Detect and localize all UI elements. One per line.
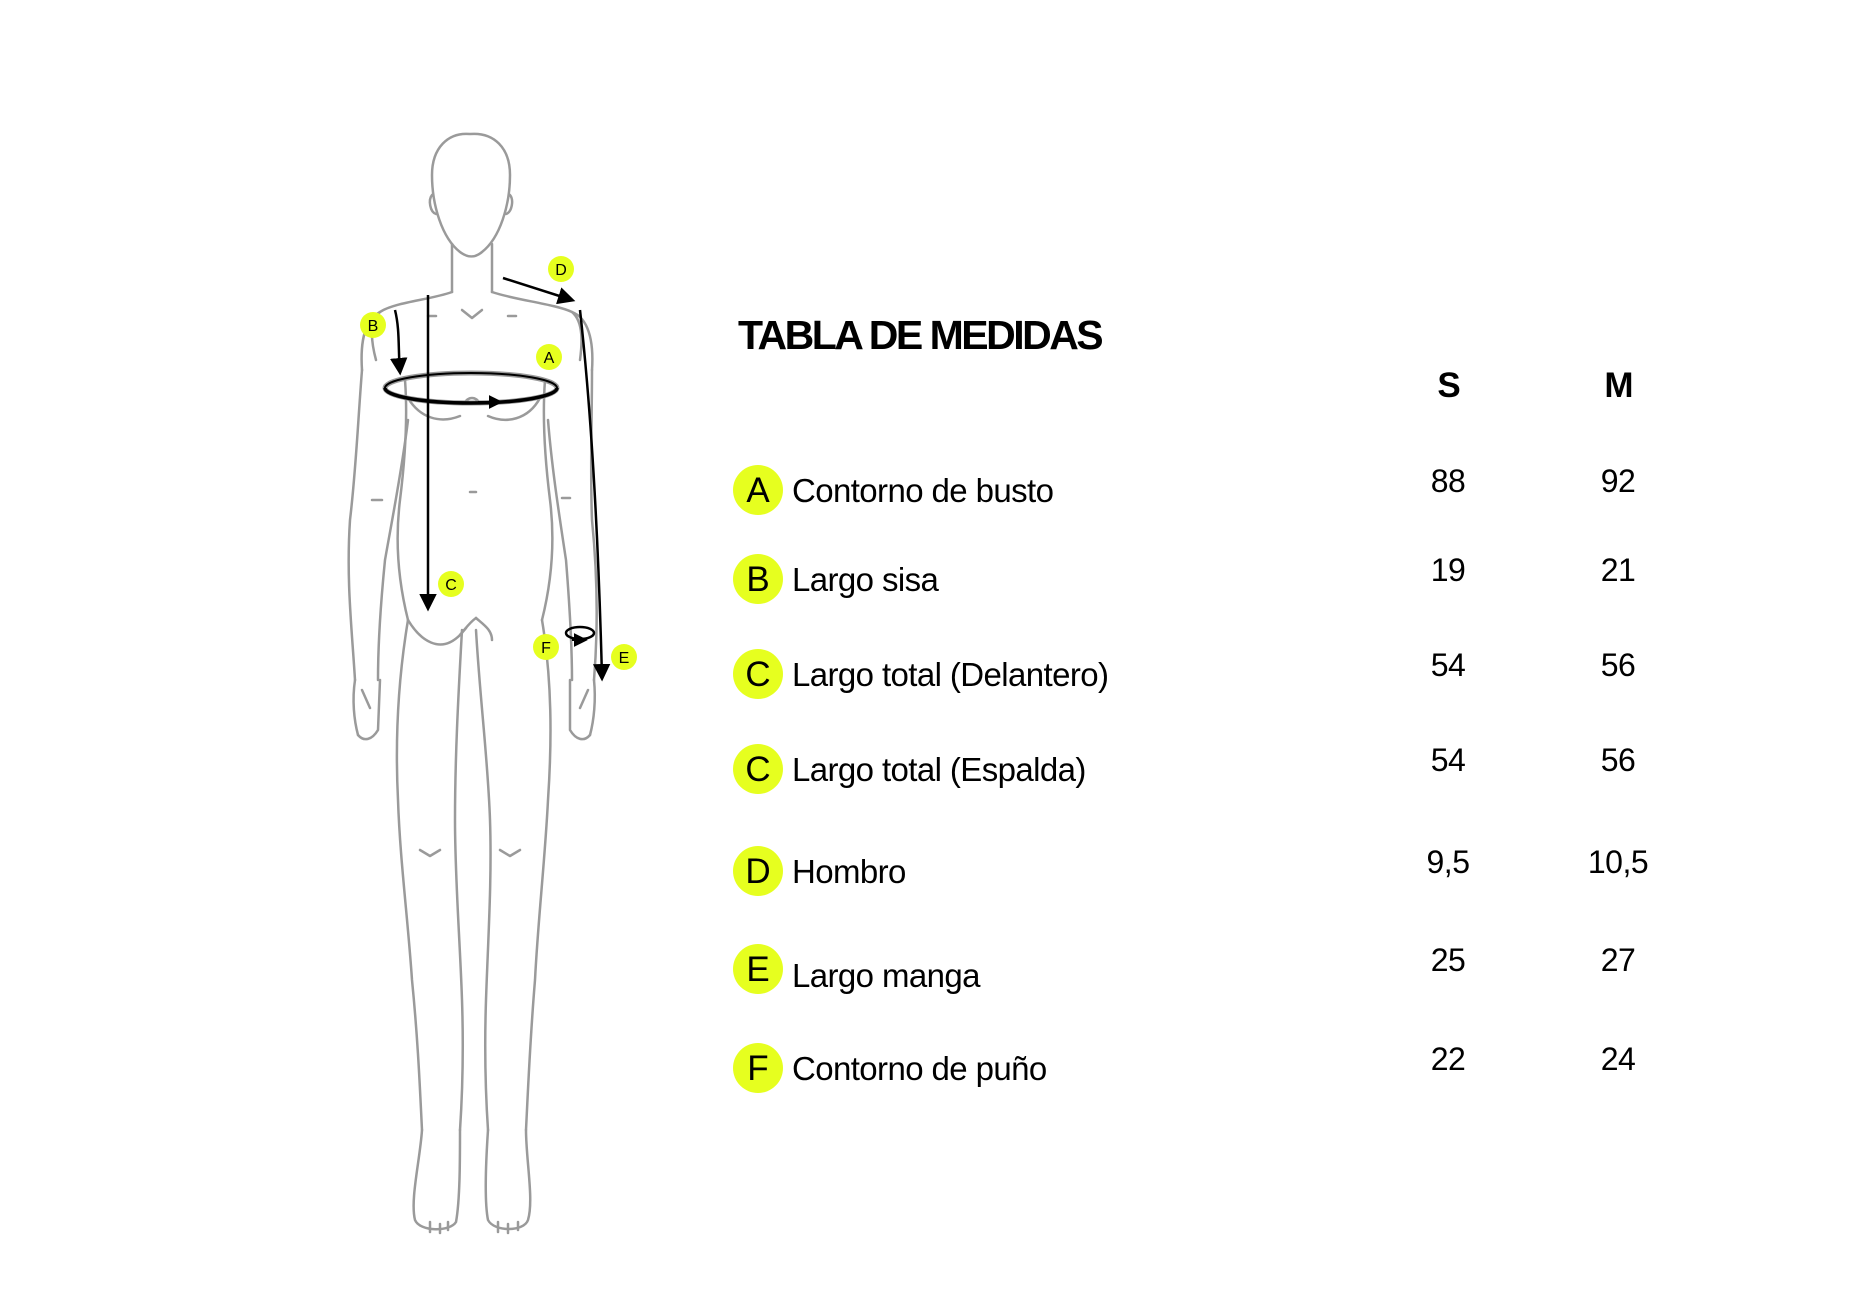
letter-badge: F <box>733 1043 783 1093</box>
value-m: 56 <box>1600 647 1636 683</box>
value-s: 22 <box>1430 1041 1466 1077</box>
value-s: 25 <box>1430 942 1466 978</box>
value-m: 92 <box>1600 463 1636 499</box>
value-s: 88 <box>1430 463 1466 499</box>
table-row <box>0 649 1869 705</box>
marker-a <box>536 344 562 370</box>
measure-label: Largo sisa <box>792 561 939 598</box>
table-row <box>0 744 1869 800</box>
letter-badge: D <box>733 846 783 896</box>
column-header-s: S <box>1437 366 1461 405</box>
letter-badge: C <box>733 649 783 699</box>
table-row <box>0 944 1869 1000</box>
table-row <box>0 465 1869 521</box>
value-m: 56 <box>1600 742 1636 778</box>
table-row <box>0 1043 1869 1099</box>
value-m: 21 <box>1600 552 1636 588</box>
marker-d <box>548 256 574 282</box>
svg-text:F: F <box>541 640 551 657</box>
svg-text:B: B <box>367 318 379 335</box>
measure-label: Contorno de puño <box>792 1050 1047 1087</box>
value-s: 54 <box>1430 742 1466 778</box>
value-m: 10,5 <box>1587 844 1649 880</box>
table-row <box>0 846 1869 902</box>
letter-badge: C <box>733 744 783 794</box>
value-s: 54 <box>1430 647 1466 683</box>
value-s: 19 <box>1430 552 1466 588</box>
body-measurement-figure <box>0 0 700 1295</box>
letter-badge: B <box>733 554 783 604</box>
measure-label: Largo manga <box>792 957 980 994</box>
table-row <box>0 554 1869 610</box>
value-s: 9,5 <box>1426 844 1470 880</box>
svg-text:D: D <box>555 262 567 279</box>
measure-label: Hombro <box>792 853 906 890</box>
svg-text:A: A <box>543 350 555 367</box>
measure-label: Contorno de busto <box>792 472 1054 509</box>
armhole-arrow <box>395 310 400 372</box>
measure-label: Largo total (Delantero) <box>792 656 1109 693</box>
marker-b <box>360 312 386 338</box>
measure-label: Largo total (Espalda) <box>792 751 1086 788</box>
svg-text:C: C <box>445 577 457 594</box>
svg-text:E: E <box>618 650 630 667</box>
column-header-m: M <box>1604 366 1634 405</box>
value-m: 27 <box>1600 942 1636 978</box>
value-m: 24 <box>1600 1041 1636 1077</box>
letter-badge: A <box>733 465 783 515</box>
page-title: TABLA DE MEDIDAS <box>738 312 1102 358</box>
letter-badge: E <box>733 944 783 994</box>
